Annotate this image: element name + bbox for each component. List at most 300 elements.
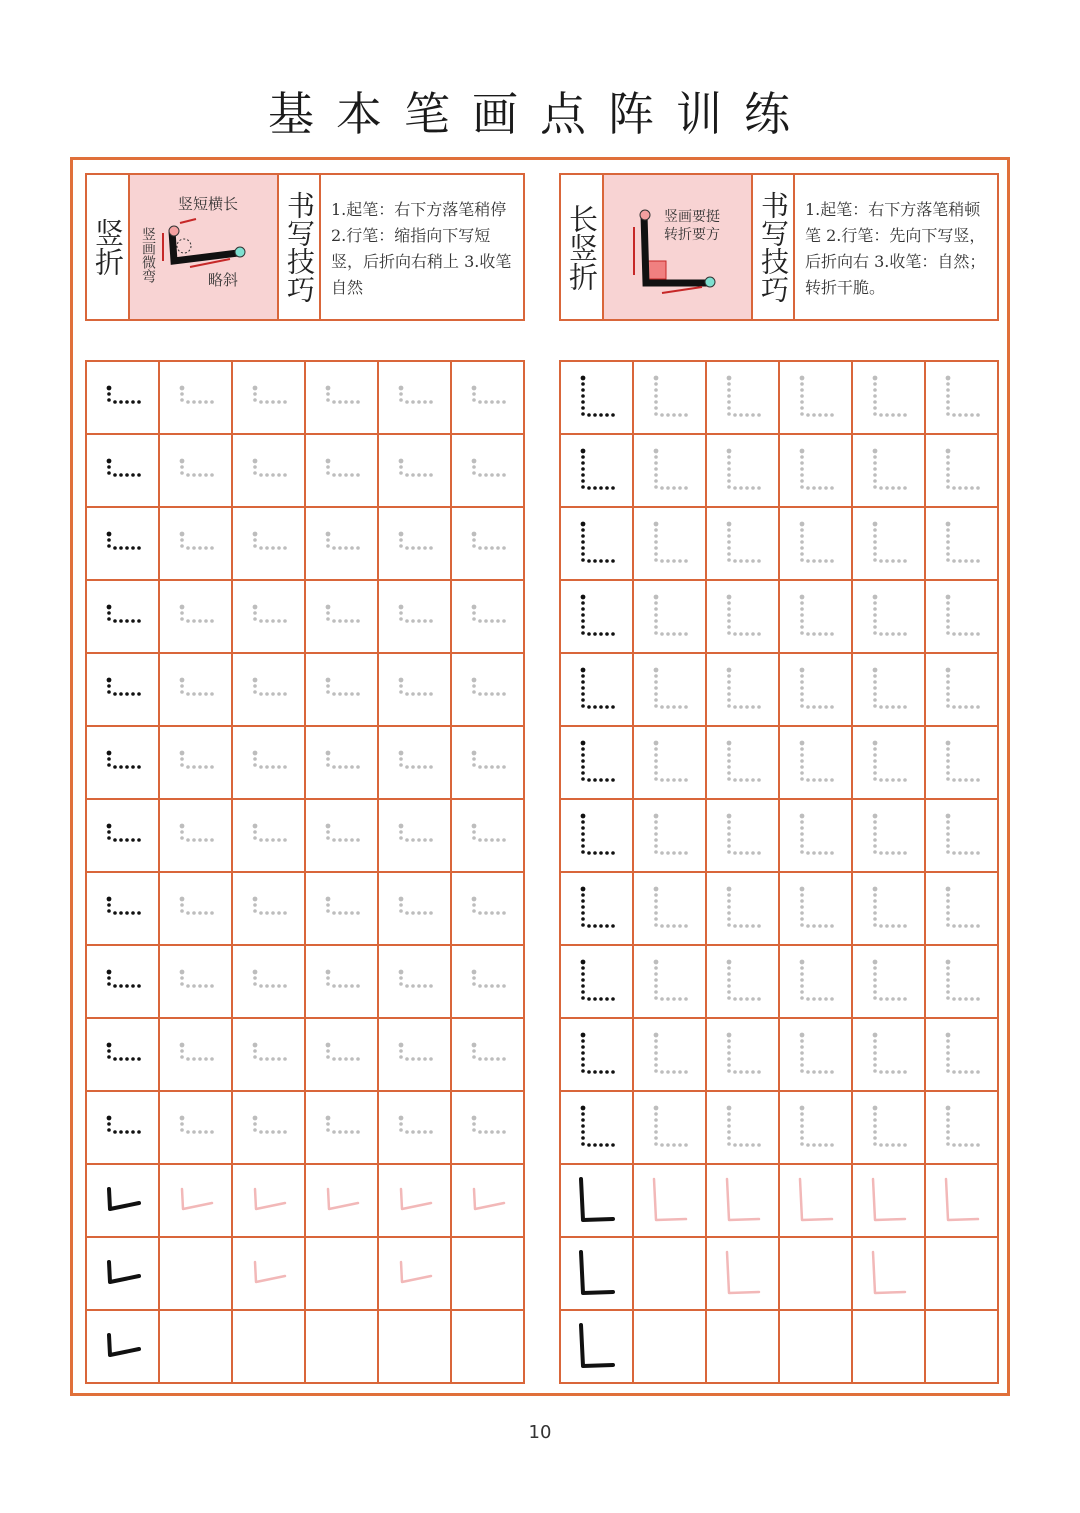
left-label-top: 竖短横长: [178, 195, 239, 213]
right-stroke-trace: [634, 1092, 705, 1163]
left-practice-cell[interactable]: [378, 1164, 451, 1237]
right-stroke-trace: [780, 800, 851, 871]
left-practice-cell[interactable]: [305, 580, 378, 653]
left-stroke-trace: [87, 1311, 158, 1382]
right-practice-cell[interactable]: [633, 1310, 706, 1383]
left-practice-cell[interactable]: [86, 653, 159, 726]
left-practice-cell[interactable]: [305, 1310, 378, 1383]
left-practice-cell[interactable]: [232, 945, 305, 1018]
left-practice-cell[interactable]: [305, 653, 378, 726]
left-practice-cell[interactable]: [378, 653, 451, 726]
left-practice-cell[interactable]: [305, 1237, 378, 1310]
right-practice-cell[interactable]: [560, 1310, 633, 1383]
right-grid-row: [560, 580, 998, 653]
left-practice-cell[interactable]: [86, 872, 159, 945]
left-stroke-trace: [379, 1019, 450, 1090]
left-practice-cell[interactable]: [451, 361, 524, 434]
left-stroke-trace: [379, 1165, 450, 1236]
right-stroke-trace: [780, 873, 851, 944]
left-stroke-trace: [306, 581, 377, 652]
left-practice-cell[interactable]: [232, 1310, 305, 1383]
left-practice-cell[interactable]: [232, 1164, 305, 1237]
right-stroke-trace: [780, 654, 851, 725]
right-practice-cell[interactable]: [852, 1018, 925, 1091]
left-stroke-diagram: [130, 175, 275, 319]
right-practice-cell[interactable]: [633, 1164, 706, 1237]
right-practice-cell[interactable]: [779, 726, 852, 799]
right-practice-cell[interactable]: [706, 726, 779, 799]
left-stroke-trace: [87, 800, 158, 871]
right-practice-cell[interactable]: [633, 799, 706, 872]
left-grid-row: [86, 580, 524, 653]
right-practice-cell[interactable]: [852, 361, 925, 434]
left-practice-cell[interactable]: [159, 1237, 232, 1310]
right-practice-cell[interactable]: [852, 726, 925, 799]
left-grid-row: [86, 507, 524, 580]
right-practice-cell[interactable]: [633, 945, 706, 1018]
right-practice-cell[interactable]: [779, 1091, 852, 1164]
right-stroke-trace: [561, 362, 632, 433]
left-practice-cell[interactable]: [159, 872, 232, 945]
left-stroke-trace: [87, 1165, 158, 1236]
left-practice-cell[interactable]: [86, 1091, 159, 1164]
right-stroke-trace: [853, 654, 924, 725]
left-stroke-trace: [379, 1092, 450, 1163]
right-stroke-trace: [926, 946, 997, 1017]
right-practice-cell[interactable]: [706, 580, 779, 653]
right-practice-cell[interactable]: [925, 945, 998, 1018]
right-stroke-trace: [926, 654, 997, 725]
right-grid-row: [560, 945, 998, 1018]
left-practice-cell[interactable]: [86, 580, 159, 653]
right-practice-cell[interactable]: [706, 945, 779, 1018]
left-practice-cell[interactable]: [86, 945, 159, 1018]
left-practice-cell[interactable]: [86, 1018, 159, 1091]
right-practice-cell[interactable]: [779, 434, 852, 507]
left-stroke-trace: [160, 362, 231, 433]
right-practice-cell[interactable]: [633, 1091, 706, 1164]
right-stroke-trace: [707, 362, 778, 433]
left-stroke-trace: [233, 727, 304, 798]
left-practice-cell[interactable]: [451, 434, 524, 507]
left-grid-row: [86, 1018, 524, 1091]
left-practice-cell[interactable]: [305, 945, 378, 1018]
left-practice-cell[interactable]: [159, 726, 232, 799]
right-stroke-trace: [853, 435, 924, 506]
left-grid-row: [86, 1237, 524, 1310]
left-practice-cell[interactable]: [232, 872, 305, 945]
left-stroke-trace: [87, 727, 158, 798]
right-practice-cell[interactable]: [633, 653, 706, 726]
left-practice-cell[interactable]: [378, 1018, 451, 1091]
left-practice-cell[interactable]: [232, 1237, 305, 1310]
left-stroke-trace: [160, 581, 231, 652]
right-practice-cell[interactable]: [852, 945, 925, 1018]
left-practice-cell[interactable]: [451, 1018, 524, 1091]
left-label-bottom: 略斜: [208, 271, 239, 289]
left-practice-cell[interactable]: [305, 872, 378, 945]
left-practice-cell[interactable]: [86, 434, 159, 507]
left-stroke-trace: [379, 1238, 450, 1309]
right-practice-cell[interactable]: [779, 872, 852, 945]
left-stroke-trace: [452, 654, 523, 725]
right-stroke-trace: [780, 946, 851, 1017]
left-practice-cell[interactable]: [86, 1310, 159, 1383]
right-stroke-trace: [853, 873, 924, 944]
left-stroke-trace: [452, 1092, 523, 1163]
right-stroke-trace: [707, 1238, 778, 1309]
left-stroke-trace: [233, 435, 304, 506]
left-stroke-trace: [160, 654, 231, 725]
right-practice-cell[interactable]: [852, 1164, 925, 1237]
left-practice-cell[interactable]: [305, 799, 378, 872]
right-stroke-trace: [707, 654, 778, 725]
left-stroke-trace: [87, 1019, 158, 1090]
left-grid-row: [86, 1310, 524, 1383]
left-practice-cell[interactable]: [378, 872, 451, 945]
right-stroke-trace: [561, 1019, 632, 1090]
left-grid-row: [86, 945, 524, 1018]
left-stroke-trace: [306, 362, 377, 433]
left-practice-cell[interactable]: [378, 799, 451, 872]
right-stroke-trace: [561, 654, 632, 725]
right-stroke-trace: [707, 800, 778, 871]
left-stroke-trace: [452, 435, 523, 506]
left-grid-row: [86, 726, 524, 799]
right-practice-cell[interactable]: [560, 653, 633, 726]
page-title: 基本笔画点阵训练: [268, 87, 812, 141]
right-stroke-trace: [780, 727, 851, 798]
left-stroke-trace: [306, 508, 377, 579]
right-practice-cell[interactable]: [779, 507, 852, 580]
left-practice-cell[interactable]: [378, 580, 451, 653]
left-stroke-trace: [452, 1165, 523, 1236]
left-practice-cell[interactable]: [378, 361, 451, 434]
left-stroke-trace: [233, 508, 304, 579]
left-practice-cell[interactable]: [86, 361, 159, 434]
right-stroke-trace: [561, 435, 632, 506]
right-practice-cell[interactable]: [633, 434, 706, 507]
right-practice-cell[interactable]: [852, 872, 925, 945]
right-practice-cell[interactable]: [706, 872, 779, 945]
right-practice-cell[interactable]: [852, 580, 925, 653]
right-practice-cell[interactable]: [706, 653, 779, 726]
right-stroke-trace: [780, 1092, 851, 1163]
left-practice-cell[interactable]: [159, 1310, 232, 1383]
left-practice-cell[interactable]: [305, 434, 378, 507]
right-practice-cell[interactable]: [925, 872, 998, 945]
left-practice-cell[interactable]: [451, 1237, 524, 1310]
right-practice-cell[interactable]: [560, 1091, 633, 1164]
page-number: 10: [528, 1422, 552, 1443]
left-practice-cell[interactable]: [159, 945, 232, 1018]
left-practice-cell[interactable]: [159, 507, 232, 580]
left-stroke-trace: [233, 1019, 304, 1090]
left-practice-cell[interactable]: [451, 1310, 524, 1383]
left-stroke-trace: [452, 362, 523, 433]
right-stroke-trace: [853, 1019, 924, 1090]
right-practice-cell[interactable]: [852, 799, 925, 872]
right-stroke-trace: [926, 362, 997, 433]
right-practice-cell[interactable]: [852, 434, 925, 507]
right-stroke-trace: [853, 727, 924, 798]
right-practice-cell[interactable]: [706, 799, 779, 872]
left-stroke-trace: [306, 654, 377, 725]
right-stroke-trace: [561, 508, 632, 579]
left-stroke-trace: [379, 654, 450, 725]
right-practice-cell[interactable]: [560, 799, 633, 872]
left-stroke-trace: [452, 508, 523, 579]
right-practice-cell[interactable]: [560, 1237, 633, 1310]
right-tip-label: [753, 175, 795, 319]
left-practice-cell[interactable]: [159, 1164, 232, 1237]
left-practice-cell[interactable]: [232, 434, 305, 507]
left-stroke-trace: [160, 873, 231, 944]
left-stroke-trace: [87, 508, 158, 579]
right-practice-cell[interactable]: [925, 434, 998, 507]
left-practice-cell[interactable]: [305, 507, 378, 580]
right-practice-cell[interactable]: [779, 1164, 852, 1237]
left-practice-cell[interactable]: [378, 1237, 451, 1310]
right-stroke-trace: [926, 727, 997, 798]
right-practice-cell[interactable]: [633, 872, 706, 945]
right-practice-cell[interactable]: [706, 1310, 779, 1383]
right-stroke-trace: [780, 362, 851, 433]
right-practice-cell[interactable]: [633, 1237, 706, 1310]
left-stroke-trace: [160, 727, 231, 798]
left-practice-cell[interactable]: [378, 1091, 451, 1164]
left-practice-cell[interactable]: [159, 361, 232, 434]
left-stroke-trace: [233, 654, 304, 725]
left-practice-cell[interactable]: [451, 580, 524, 653]
left-stroke-trace: [233, 873, 304, 944]
right-practice-cell[interactable]: [560, 945, 633, 1018]
left-practice-cell[interactable]: [378, 945, 451, 1018]
left-practice-cell[interactable]: [451, 872, 524, 945]
right-practice-cell[interactable]: [852, 1310, 925, 1383]
right-practice-cell[interactable]: [560, 872, 633, 945]
left-practice-cell[interactable]: [159, 434, 232, 507]
left-stroke-trace: [87, 362, 158, 433]
right-practice-cell[interactable]: [779, 1237, 852, 1310]
left-stroke-trace: [160, 1019, 231, 1090]
left-header: [85, 173, 525, 321]
right-practice-cell[interactable]: [560, 580, 633, 653]
left-practice-cell[interactable]: [86, 507, 159, 580]
right-grid-row: [560, 799, 998, 872]
right-practice-cell[interactable]: [560, 434, 633, 507]
left-stroke-trace: [379, 727, 450, 798]
right-practice-cell[interactable]: [633, 361, 706, 434]
right-grid-row: [560, 872, 998, 945]
right-practice-cell[interactable]: [925, 653, 998, 726]
right-practice-cell[interactable]: [779, 945, 852, 1018]
left-practice-cell[interactable]: [451, 799, 524, 872]
left-tip-label: [279, 175, 321, 319]
right-practice-cell[interactable]: [852, 1091, 925, 1164]
left-stroke-trace: [306, 727, 377, 798]
left-practice-cell[interactable]: [451, 1091, 524, 1164]
left-practice-cell[interactable]: [451, 945, 524, 1018]
right-stroke-trace: [926, 873, 997, 944]
left-tip-label-text: 书写技巧: [283, 191, 316, 303]
right-practice-cell[interactable]: [706, 1164, 779, 1237]
left-practice-cell[interactable]: [451, 1164, 524, 1237]
right-stroke-trace: [707, 873, 778, 944]
left-stroke-trace: [306, 946, 377, 1017]
right-practice-cell[interactable]: [852, 653, 925, 726]
left-practice-cell[interactable]: [305, 1018, 378, 1091]
right-practice-cell[interactable]: [633, 580, 706, 653]
left-stroke-trace: [160, 800, 231, 871]
left-practice-cell[interactable]: [305, 726, 378, 799]
left-practice-cell[interactable]: [305, 1164, 378, 1237]
left-practice-cell[interactable]: [159, 653, 232, 726]
left-stroke-trace: [160, 1092, 231, 1163]
left-stroke-trace: [379, 435, 450, 506]
right-practice-cell[interactable]: [925, 726, 998, 799]
right-practice-cell[interactable]: [779, 653, 852, 726]
left-practice-cell[interactable]: [159, 1018, 232, 1091]
left-practice-cell[interactable]: [232, 799, 305, 872]
right-practice-cell[interactable]: [925, 361, 998, 434]
left-practice-cell[interactable]: [86, 1164, 159, 1237]
left-practice-cell[interactable]: [378, 434, 451, 507]
right-stroke-trace: [634, 727, 705, 798]
right-label-line2: 转折要方: [664, 227, 720, 243]
right-stroke-trace: [853, 508, 924, 579]
right-practice-cell[interactable]: [560, 507, 633, 580]
right-practice-cell[interactable]: [706, 361, 779, 434]
right-practice-cell[interactable]: [852, 507, 925, 580]
right-grid-row: [560, 361, 998, 434]
left-stroke-trace: [452, 727, 523, 798]
right-practice-cell[interactable]: [633, 726, 706, 799]
right-grid-row: [560, 1091, 998, 1164]
right-practice-cell[interactable]: [560, 726, 633, 799]
left-practice-cell[interactable]: [378, 726, 451, 799]
right-stroke-trace: [707, 435, 778, 506]
right-stroke-trace: [634, 1019, 705, 1090]
right-stroke-trace: [634, 508, 705, 579]
left-grid-row: [86, 653, 524, 726]
right-practice-cell[interactable]: [852, 1237, 925, 1310]
left-stroke-trace: [233, 581, 304, 652]
left-stroke-trace: [306, 873, 377, 944]
left-stroke-trace: [379, 508, 450, 579]
left-practice-cell[interactable]: [159, 799, 232, 872]
left-stroke-trace: [87, 654, 158, 725]
left-practice-cell[interactable]: [451, 726, 524, 799]
left-stroke-trace: [306, 1019, 377, 1090]
left-stroke-trace: [87, 1238, 158, 1309]
left-practice-cell[interactable]: [232, 580, 305, 653]
right-practice-cell[interactable]: [560, 1164, 633, 1237]
left-practice-cell[interactable]: [232, 507, 305, 580]
left-practice-cell[interactable]: [232, 1091, 305, 1164]
right-practice-cell[interactable]: [560, 361, 633, 434]
right-stroke-trace: [634, 1165, 705, 1236]
right-stroke-trace: [707, 1092, 778, 1163]
left-practice-cell[interactable]: [86, 1237, 159, 1310]
left-practice-cell[interactable]: [86, 726, 159, 799]
right-practice-cell[interactable]: [925, 1018, 998, 1091]
right-stroke-trace: [707, 727, 778, 798]
right-label-line1: 竖画要挺: [664, 209, 720, 225]
left-practice-cell[interactable]: [451, 653, 524, 726]
right-stroke-trace: [707, 508, 778, 579]
left-stroke-trace: [87, 946, 158, 1017]
left-stroke-trace: [452, 800, 523, 871]
right-grid-row: [560, 507, 998, 580]
right-header: [559, 173, 999, 321]
left-illustration: [130, 175, 279, 319]
right-practice-cell[interactable]: [925, 1237, 998, 1310]
right-practice-cell[interactable]: [779, 580, 852, 653]
left-practice-cell[interactable]: [305, 1091, 378, 1164]
right-practice-cell[interactable]: [706, 1018, 779, 1091]
right-practice-cell[interactable]: [560, 1018, 633, 1091]
right-stroke-trace: [853, 581, 924, 652]
right-stroke-trace: [853, 1165, 924, 1236]
left-practice-cell[interactable]: [305, 361, 378, 434]
right-stroke-trace: [853, 800, 924, 871]
right-practice-cell[interactable]: [633, 1018, 706, 1091]
right-practice-cell[interactable]: [925, 580, 998, 653]
right-stroke-trace: [561, 1165, 632, 1236]
right-practice-cell[interactable]: [925, 507, 998, 580]
right-practice-cell[interactable]: [706, 507, 779, 580]
right-tip-label-text: 书写技巧: [757, 191, 790, 303]
right-practice-cell[interactable]: [779, 799, 852, 872]
right-practice-cell[interactable]: [925, 1091, 998, 1164]
right-practice-cell[interactable]: [706, 1237, 779, 1310]
right-practice-cell[interactable]: [925, 799, 998, 872]
right-practice-cell[interactable]: [925, 1310, 998, 1383]
left-practice-cell[interactable]: [378, 507, 451, 580]
left-practice-cell[interactable]: [451, 507, 524, 580]
right-practice-grid: [559, 360, 999, 1384]
left-practice-cell[interactable]: [232, 726, 305, 799]
right-stroke-trace: [634, 800, 705, 871]
left-stroke-trace: [233, 1092, 304, 1163]
right-stroke-trace: [780, 1165, 851, 1236]
left-grid-row: [86, 361, 524, 434]
left-stroke-trace: [452, 873, 523, 944]
left-practice-cell[interactable]: [159, 1091, 232, 1164]
left-practice-cell[interactable]: [232, 653, 305, 726]
right-practice-cell[interactable]: [706, 1091, 779, 1164]
right-practice-cell[interactable]: [633, 507, 706, 580]
right-stroke-trace: [926, 581, 997, 652]
left-practice-cell[interactable]: [86, 799, 159, 872]
right-practice-cell[interactable]: [779, 1310, 852, 1383]
right-stroke-trace: [926, 435, 997, 506]
right-practice-cell[interactable]: [779, 361, 852, 434]
right-practice-cell[interactable]: [706, 434, 779, 507]
left-practice-cell[interactable]: [232, 1018, 305, 1091]
right-stroke-trace: [561, 946, 632, 1017]
left-practice-cell[interactable]: [159, 580, 232, 653]
left-stroke-trace: [379, 873, 450, 944]
left-grid-row: [86, 872, 524, 945]
left-practice-cell[interactable]: [378, 1310, 451, 1383]
left-practice-cell[interactable]: [232, 361, 305, 434]
right-stroke-trace: [634, 435, 705, 506]
left-stroke-trace: [87, 873, 158, 944]
right-practice-cell[interactable]: [925, 1164, 998, 1237]
right-practice-cell[interactable]: [779, 1018, 852, 1091]
